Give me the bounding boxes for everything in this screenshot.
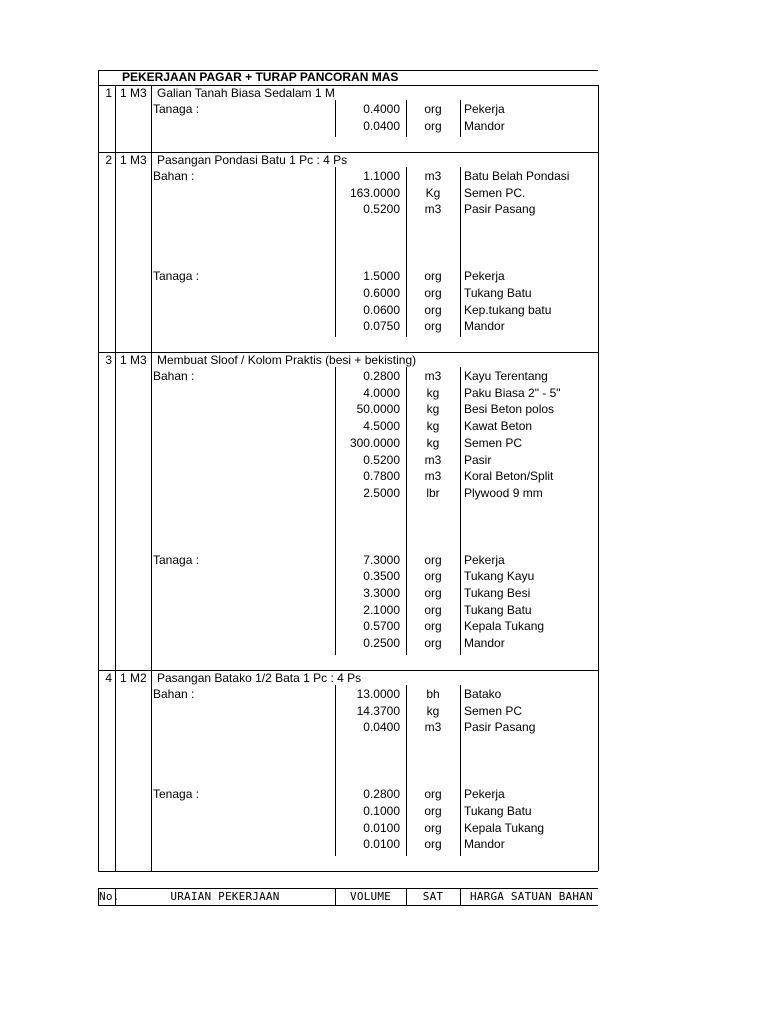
footer-no: No. bbox=[99, 890, 120, 903]
resource-name: Pasir bbox=[464, 452, 492, 467]
resource-name: Tukang Kayu bbox=[464, 569, 535, 584]
unit-value: org bbox=[424, 302, 442, 317]
volume-value: 0.2800 bbox=[363, 369, 400, 383]
resource-name: Tukang Batu bbox=[464, 285, 532, 300]
group-label: Bahan : bbox=[153, 169, 195, 183]
unit-value: org bbox=[424, 787, 442, 802]
resource-name: Mandor bbox=[464, 837, 505, 852]
table-left-border bbox=[98, 70, 99, 871]
unit-value: m3 bbox=[424, 452, 442, 467]
resource-name: Pekerja bbox=[464, 787, 505, 802]
volume-value: 2.5000 bbox=[363, 485, 400, 500]
resource-name: Kep.tukang batu bbox=[464, 302, 552, 317]
resource-name: Besi Beton polos bbox=[464, 402, 555, 417]
footer-uraian: URAIAN PEKERJAAN bbox=[170, 890, 280, 903]
table-right-border bbox=[598, 85, 599, 871]
unit-value: org bbox=[424, 319, 442, 334]
volume-value: 163.0000 bbox=[349, 185, 400, 200]
item-description: Pasangan Pondasi Batu 1 Pc : 4 Ps bbox=[157, 153, 348, 167]
volume-value: 0.5200 bbox=[363, 452, 400, 467]
footer-top-border bbox=[98, 888, 598, 889]
volume-value: 0.6000 bbox=[363, 285, 400, 300]
resource-name: Batu Belah Pondasi bbox=[464, 169, 570, 183]
resource-name: Mandor bbox=[464, 319, 505, 334]
resource-name: Plywood 9 mm bbox=[464, 485, 543, 500]
unit-value: m3 bbox=[424, 720, 442, 735]
resource-name: Tukang Batu bbox=[464, 803, 532, 818]
group-label: Bahan : bbox=[153, 687, 195, 701]
col-divider-name bbox=[460, 367, 461, 655]
unit-value: org bbox=[424, 285, 442, 300]
resource-name: Pekerja bbox=[464, 552, 505, 567]
footer-bottom-border bbox=[98, 905, 598, 906]
item-description: Pasangan Batako 1/2 Bata 1 Pc : 4 Ps bbox=[157, 671, 362, 685]
unit-value: org bbox=[424, 837, 442, 852]
unit-value: org bbox=[424, 269, 442, 284]
resource-name: Pekerja bbox=[464, 269, 505, 284]
volume-value: 0.0100 bbox=[363, 820, 400, 835]
resource-name: Pekerja bbox=[464, 102, 505, 116]
resource-name: Semen PC bbox=[464, 435, 523, 450]
unit-value: kg bbox=[426, 419, 440, 434]
resource-name: Batako bbox=[464, 687, 502, 701]
unit-value: bh bbox=[426, 687, 440, 701]
item-number: 4 bbox=[105, 671, 112, 685]
unit-value: lbr bbox=[426, 485, 440, 500]
volume-value: 300.0000 bbox=[349, 435, 400, 450]
col-divider-name bbox=[460, 100, 461, 137]
resource-name: Mandor bbox=[464, 636, 505, 651]
col-divider-unit bbox=[115, 85, 116, 871]
resource-name: Koral Beton/Split bbox=[464, 469, 554, 484]
resource-name: Paku Biasa 2" - 5" bbox=[464, 385, 561, 400]
unit-value: org bbox=[424, 636, 442, 651]
volume-value: 0.0100 bbox=[363, 837, 400, 852]
group-label: Tanaga : bbox=[153, 269, 200, 284]
group-label: Bahan : bbox=[153, 369, 195, 383]
volume-value: 0.3500 bbox=[363, 569, 400, 584]
volume-value: 4.5000 bbox=[363, 419, 400, 434]
volume-value: 1.1000 bbox=[363, 169, 400, 183]
unit-value: org bbox=[424, 102, 442, 116]
volume-value: 4.0000 bbox=[363, 385, 400, 400]
volume-value: 0.2800 bbox=[363, 787, 400, 802]
volume-value: 0.0600 bbox=[363, 302, 400, 317]
volume-value: 0.7800 bbox=[363, 469, 400, 484]
resource-name: Pasir Pasang bbox=[464, 720, 536, 735]
table-bottom-border bbox=[98, 871, 598, 872]
footer-col-divider bbox=[460, 888, 461, 905]
item-number: 3 bbox=[105, 353, 112, 367]
group-label: Tenaga : bbox=[153, 787, 200, 802]
item-unit: 1 M3 bbox=[120, 353, 147, 367]
unit-value: kg bbox=[426, 703, 440, 718]
volume-value: 14.3700 bbox=[356, 703, 400, 718]
volume-value: 0.0400 bbox=[363, 118, 400, 133]
unit-value: kg bbox=[426, 385, 440, 400]
col-divider-name bbox=[460, 167, 461, 337]
unit-value: org bbox=[424, 820, 442, 835]
item-unit: 1 M3 bbox=[120, 153, 147, 167]
volume-value: 0.0400 bbox=[363, 720, 400, 735]
footer-harga: HARGA SATUAN BAHAN bbox=[470, 890, 593, 903]
item-description: Membuat Sloof / Kolom Praktis (besi + bekisting) bbox=[157, 353, 417, 367]
volume-value: 0.4000 bbox=[363, 102, 400, 116]
col-divider-name bbox=[460, 685, 461, 856]
resource-name: Semen PC. bbox=[464, 185, 526, 200]
page-title: PEKERJAAN PAGAR + TURAP PANCORAN MAS bbox=[122, 70, 399, 84]
group-label: Tanaga : bbox=[153, 552, 200, 567]
resource-name: Kawat Beton bbox=[464, 419, 533, 434]
group-label: Tanaga : bbox=[153, 102, 200, 116]
resource-name: Kepala Tukang bbox=[464, 619, 545, 634]
unit-value: Kg bbox=[425, 185, 441, 200]
unit-value: org bbox=[424, 619, 442, 634]
item-number: 1 bbox=[105, 86, 112, 100]
item-number: 2 bbox=[105, 153, 112, 167]
resource-name: Semen PC bbox=[464, 703, 523, 718]
volume-value: 13.0000 bbox=[356, 687, 400, 701]
resource-name: Kepala Tukang bbox=[464, 820, 545, 835]
unit-value: m3 bbox=[424, 369, 442, 383]
col-divider-desc bbox=[151, 85, 152, 871]
volume-value: 0.0750 bbox=[363, 319, 400, 334]
volume-value: 0.1000 bbox=[363, 803, 400, 818]
resource-name: Tukang Besi bbox=[464, 586, 531, 600]
item-unit: 1 M3 bbox=[120, 86, 147, 100]
unit-value: m3 bbox=[424, 469, 442, 484]
item-unit: 1 M2 bbox=[120, 671, 147, 685]
footer-volume: VOLUME bbox=[350, 890, 391, 903]
unit-value: kg bbox=[426, 435, 440, 450]
unit-value: org bbox=[424, 552, 442, 567]
resource-name: Tukang Batu bbox=[464, 602, 532, 617]
unit-value: org bbox=[424, 803, 442, 818]
unit-value: org bbox=[424, 569, 442, 584]
unit-value: kg bbox=[426, 402, 440, 417]
volume-value: 1.5000 bbox=[363, 269, 400, 284]
volume-value: 50.0000 bbox=[356, 402, 400, 417]
volume-value: 7.3000 bbox=[363, 552, 400, 567]
item-description: Galian Tanah Biasa Sedalam 1 M bbox=[157, 86, 335, 100]
unit-value: m3 bbox=[424, 202, 442, 217]
volume-value: 3.3000 bbox=[363, 586, 400, 600]
unit-value: org bbox=[424, 586, 442, 600]
volume-value: 0.5200 bbox=[363, 202, 400, 217]
footer-sat: SAT bbox=[422, 890, 444, 903]
volume-value: 0.2500 bbox=[363, 636, 400, 651]
volume-value: 2.1000 bbox=[363, 602, 400, 617]
unit-value: m3 bbox=[424, 169, 442, 183]
unit-value: org bbox=[424, 118, 442, 133]
volume-value: 0.5700 bbox=[363, 619, 400, 634]
resource-name: Pasir Pasang bbox=[464, 202, 536, 217]
resource-name: Mandor bbox=[464, 118, 505, 133]
resource-name: Kayu Terentang bbox=[464, 369, 548, 383]
unit-value: org bbox=[424, 602, 442, 617]
